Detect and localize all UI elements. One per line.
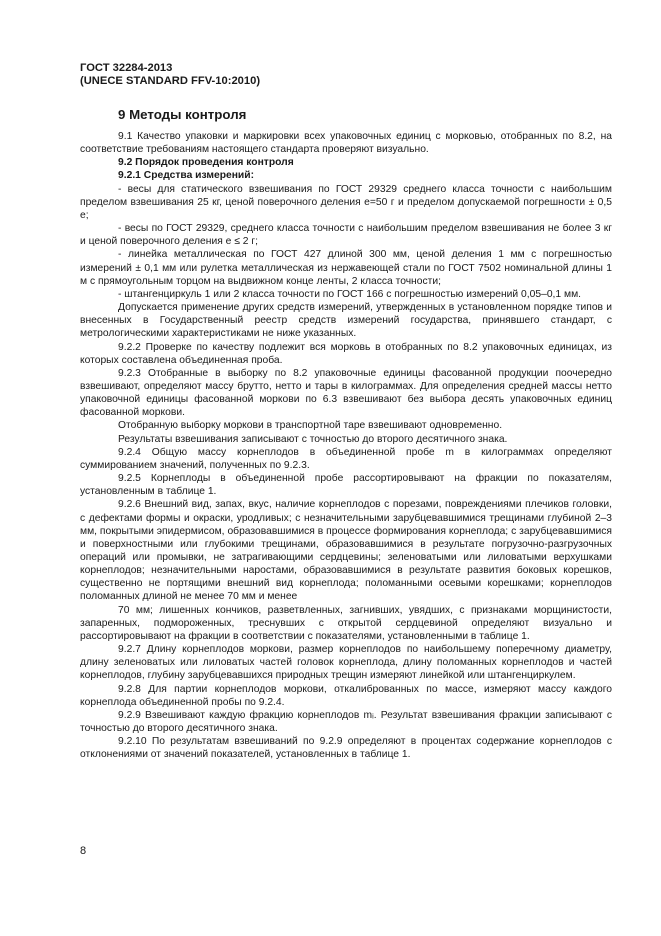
paragraph: 9.2.8 Для партии корнеплодов моркови, откалиброванных по массе, измеряют массу каждого корнеплода объединенной пробы по 9.2.4.: [80, 683, 612, 708]
list-item: - штангенциркуль 1 или 2 класса точности по ГОСТ 166 с погрешностью измерений 0,05–0,1 мм.: [118, 288, 582, 300]
section-title: 9 Методы контроля: [118, 107, 247, 122]
list-item: - линейка металлическая по ГОСТ 427 длиной 300 мм, ценой деления 1 мм с погрешностью измерений ± 0,1 мм или рулетка металлическая из нержавеющей стали по ГОСТ 7502 номинальной длины 1 м с прямоугольным торцом на выдвижном конце ленты, 2 класса точности;: [80, 249, 612, 287]
paragraph: 9.2.7 Длину корнеплодов моркови, размер корнеплодов по наибольшему поперечному диаметру, длину зеленоватых или лиловатых частей головок корнеплода, длину поломанных корнеплодов и частей корнеплодов, глубину зарубцевавшихся природных трещин измеряют линейкой или штангенциркулем.: [80, 644, 612, 682]
paragraph: 9.2.3 Отобранные в выборку по 8.2 упаковочные единицы фасованной продукции поочередно взвешивают, определяют массу брутто, нетто и тары в килограммах. Для определения средней массы нетто упаковочной единицы фасованной моркови по 6.3 взвешивают без выбора десять упаковочных единиц фасованной моркови.: [80, 367, 612, 419]
paragraph: Допускается применение других средств измерений, утвержденных в установленном порядке типов и внесенных в Государственный реестр средств измерений государства, принявшего стандарт, с метрологическими характеристиками не ниже указанных.: [80, 302, 612, 340]
document-header: [80, 62, 260, 88]
paragraph: 9.1 Качество упаковки и маркировки всех упаковочных единиц с морковью, отобранных по 8.2, на соответствие требованиям настоящего стандарта проверяют визуально.: [80, 131, 612, 156]
paragraph: 9.2.6 Внешний вид, запах, вкус, наличие корнеплодов с порезами, повреждениями плечиков головки, с дефектами формы и окраски, уродливых; с незначительными зарубцевавшимися трещинами глубиной 2–3 мм, покрытыми эпидермисом, образовавшимися в процессе формирования корнеплода; с зарубцевавшимися и поверхностными или глубокими трещинами, образовавшимися в результате погрузочно-разгрузочных операций или промывки, не затрагивающими сердцевины; зеленоватыми или лиловатыми верхушками корнеплодов; незначительными наростами, образовавшимися в результате развития боковых корешков, существенно не портящими внешний вид корнеплода; поломанными осевыми корешками; корнеплодов поломанных длиной не менее 70 мм и менее: [80, 499, 612, 603]
subsection-heading: 9.2.1 Средства измерений:: [118, 170, 255, 182]
section-body: [80, 130, 612, 762]
subsection-heading: 9.2 Порядок проведения контроля: [118, 157, 294, 169]
paragraph: 9.2.4 Общую массу корнеплодов в объединенной пробе m в килограммах определяют суммированием значений, полученных по 9.2.3.: [80, 446, 612, 471]
list-item: - весы по ГОСТ 29329, среднего класса точности с наибольшим пределом взвешивания не более 3 кг и ценой поверочного деления е ≤ 2 г;: [80, 223, 612, 248]
paragraph: Результаты взвешивания записывают с точностью до второго десятичного знака.: [118, 433, 508, 445]
unece-code: (UNECE STANDARD FFV-10:2010): [80, 75, 261, 87]
paragraph: 9.2.10 По результатам взвешиваний по 9.2.9 определяют в процентах содержание корнеплодов с отклонениями от значений показателей, установленных в таблице 1.: [80, 736, 612, 761]
paragraph: 9.2.2 Проверке по качеству подлежит вся морковь в отобранных по 8.2 упаковочных единицах, из которых составлена объединенная проба.: [80, 341, 612, 366]
page-number: 8: [80, 845, 87, 857]
list-item: - весы для статического взвешивания по ГОСТ 29329 среднего класса точности с наибольшим пределом взвешивания 25 кг, ценой поверочного деления е=50 г и пределом допускаемой погрешности ± 0,5 е;: [80, 183, 612, 221]
paragraph: 70 мм; лишенных кончиков, разветвленных, загнивших, увядших, с признаками морщинистости, запаренных, подмороженных, треснувших с открытой сердцевиной определяют визуально и рассортировывают на фракции в соответствии с показателями, установленными в таблице 1.: [80, 604, 612, 642]
paragraph: Отобранную выборку моркови в транспортной таре взвешивают одновременно.: [118, 420, 503, 432]
paragraph: 9.2.5 Корнеплоды в объединенной пробе рассортировывают на фракции по показателям, установленным в таблице 1.: [80, 473, 612, 498]
standard-code: ГОСТ 32284-2013: [80, 62, 173, 74]
paragraph: 9.2.9 Взвешивают каждую фракцию корнеплодов mᵢ. Результат взвешивания фракции записывают с точностью до второго десятичного знака.: [80, 709, 612, 735]
